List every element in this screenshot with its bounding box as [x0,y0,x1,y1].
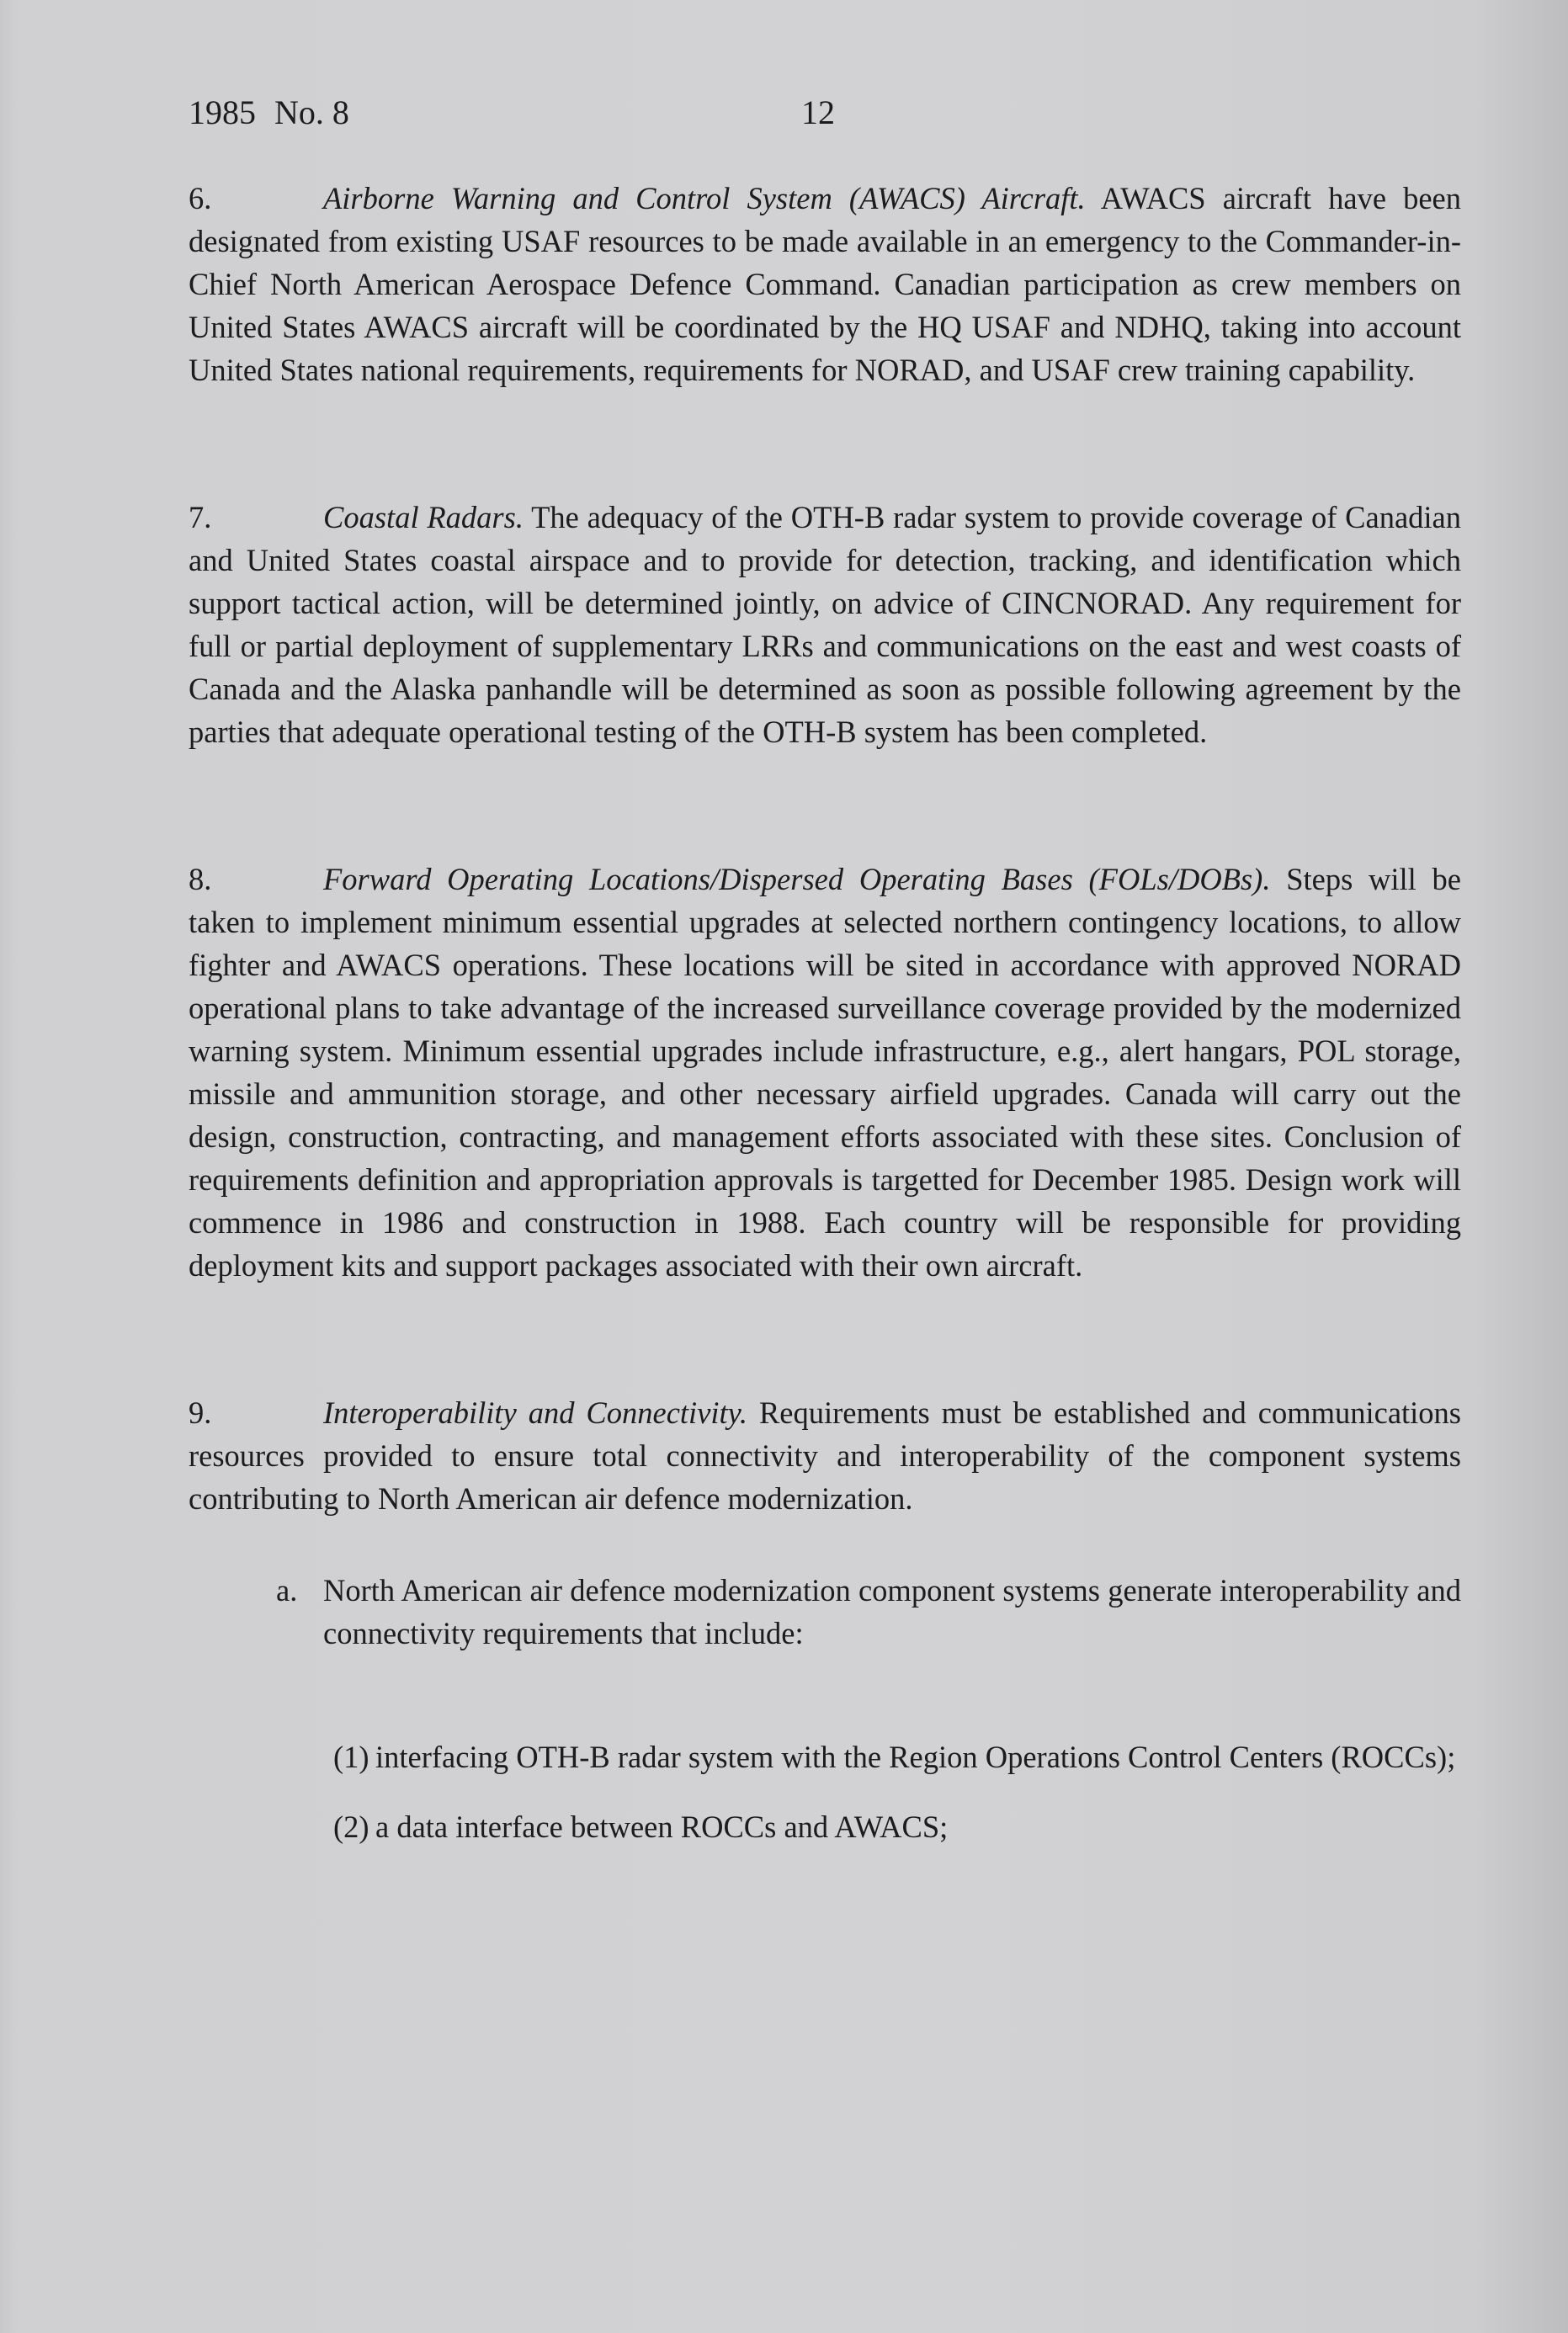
paragraph-number: 9. [189,1395,212,1430]
subparagraph-label: a. [276,1573,298,1608]
paragraph-number: 6. [189,181,212,215]
list-item-2 [333,1805,1461,1848]
paragraph-heading: Interoperability and Connectivity. [323,1395,747,1430]
paragraph-8 [189,858,1461,1287]
paragraph-text: Steps will be taken to implement minimum essential upgrades at selected northern contingency locations, to allow fighter and AWACS operations. These locations will be sited in accordance with approved NORAD operational plans to take advantage of the increased surveillance coverage provided by the modernized warning system. Minimum essential upgrades include infrastructure, e.g., alert hangars, POL storage, missile and ammunition storage, and other necessary airfield upgrades. Canada will carry out the design, construction, contracting, and management efforts associated with these sites. Conclusion of requirements definition and appropriation approvals is targetted for December 1985. Design work will commence in 1986 and construction in 1988. Each country will be responsible for providing deployment kits and support packages associated with their own aircraft. [189,862,1461,1283]
paragraph-heading: Forward Operating Locations/Dispersed Operating Bases (FOLs/DOBs). [323,862,1271,896]
paragraph-9 [189,1391,1461,1520]
list-item-text: interfacing OTH-B radar system with the Region Operations Control Centers (ROCCs); [375,1740,1456,1774]
subparagraph-a [276,1569,1461,1655]
paragraph-heading: Airborne Warning and Control System (AWACS) Aircraft. [323,181,1086,215]
list-item-label: (1) [333,1740,369,1774]
header-year: 1985 [189,93,256,131]
list-item-1 [333,1735,1461,1778]
paragraph-6 [189,177,1461,391]
paragraph-text: AWACS aircraft have been designated from existing USAF resources to be made available in an emergency to the Commander-in-Chief North American Aerospace Defence Command. Canadian participation as crew members on United States AWACS aircraft will be coordinated by the HQ USAF and NDHQ, taking into account United States national requirements, requirements for NORAD, and USAF crew training capability. [189,181,1461,387]
paragraph-number: 8. [189,862,212,896]
paragraph-heading: Coastal Radars. [323,500,524,534]
subparagraph-text: North American air defence modernization component systems generate interoperability and connectivity requirements that include: [323,1573,1461,1650]
page-header [189,93,835,133]
list-item-label: (2) [333,1810,369,1844]
paragraph-text: Requirements must be established and communications resources provided to ensure total connectivity and interoperability of the component systems contributing to North American air defence modernization. [189,1395,1462,1516]
paragraph-text: The adequacy of the OTH-B radar system to provide coverage of Canadian and United States coastal airspace and to provide for detection, tracking, and identification which support tactical action, will be determined jointly, on advice of CINCNORAD. Any requirement for full or partial deployment of supplementary LRRs and communications on the east and west coasts of Canada and the Alaska panhandle will be determined as soon as possible following agreement by the parties that adequate operational testing of the OTH-B system has been completed. [189,500,1461,749]
paragraph-number: 7. [189,500,212,534]
document-body [189,177,1461,1848]
header-number: No. 8 [274,93,349,131]
list-item-text: a data interface between ROCCs and AWACS; [375,1810,949,1844]
paragraph-7 [189,496,1461,753]
page-number: 12 [801,93,835,131]
